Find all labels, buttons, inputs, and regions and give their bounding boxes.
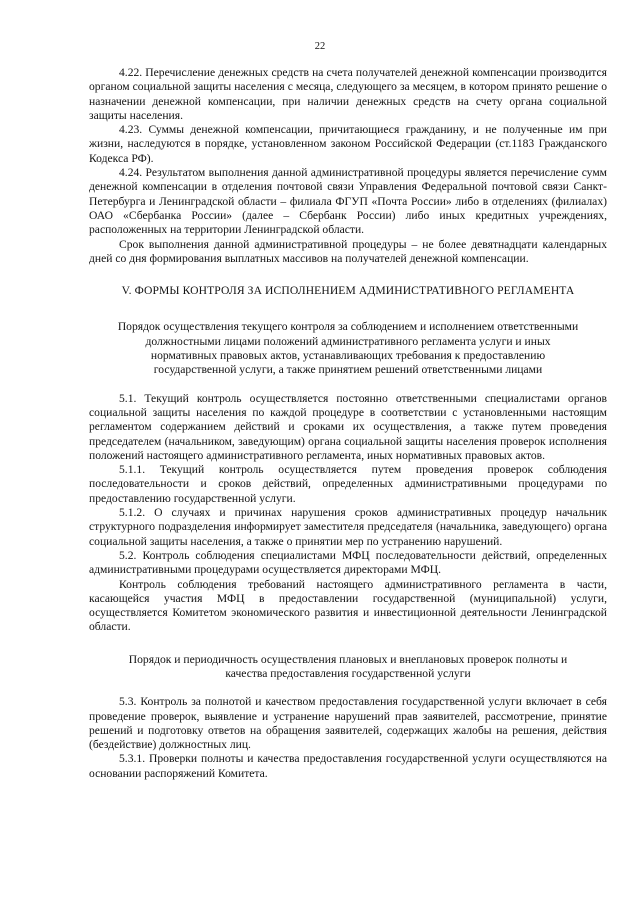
spacer bbox=[89, 681, 607, 695]
paragraph-deadline: Срок выполнения данной административной процедуры – не более девятнадцати календарных дней со дня формирования выплатных массивов на получателей денежной компенсации. bbox=[89, 237, 607, 265]
paragraph-5-2: 5.2. Контроль соблюдения специалистами МФЦ последовательности действий, определенных административными процедурами осуществляется директорами МФЦ. bbox=[89, 548, 607, 577]
spacer bbox=[89, 378, 607, 392]
paragraph-4-24: 4.24. Результатом выполнения данной административной процедуры является перечисление сумм денежной компенсации в отделения почтовой связи Управления Федеральной почтовой связи Санкт-Петербурга и Ленинградской области – филиала ФГУП «Почта России» либо в отделениях (филиалах) ОАО «Сбербанка России» (далее – Сбербанк России) либо иных кредитных учреждениях, расположенных на территории Ленинградской области. bbox=[89, 166, 607, 237]
section-title: V. ФОРМЫ КОНТРОЛЯ ЗА ИСПОЛНЕНИЕМ АДМИНИСТРАТИВНОГО РЕГЛАМЕНТА bbox=[121, 284, 575, 298]
paragraph-5-3: 5.3. Контроль за полнотой и качеством предоставления государственной услуги включает в себя проведение проверок, выявление и устранение нарушений прав заявителей, рассмотрение, принятие решений и подготовку ответов на обращения заявителей, содержащих жалобы на решения, действия (бездействие) должностных лиц. bbox=[89, 695, 607, 752]
spacer bbox=[89, 266, 607, 284]
page-number: 22 bbox=[314, 41, 326, 52]
subsection-title-current-control: Порядок осуществления текущего контроля за соблюдением и исполнением ответственными должностными лицами положений административного регламента услуги и иных нормативных правовых актов, устанавливающих требования к предоставлению государственной услуги, а также принятием решений ответственными лицами bbox=[117, 320, 579, 377]
paragraph-5-3-1: 5.3.1. Проверки полноты и качества предоставления государственной услуги осуществляются на основании распоряжений Комитета. bbox=[89, 752, 607, 780]
paragraph-5-1: 5.1. Текущий контроль осуществляется постоянно ответственными специалистами органов социальной защиты населения по каждой процедуре в соответствии с установленными настоящим регламентом содержанием действий и сроками их осуществления, а также путем проведения председателем (начальником, заведующим) органа социальной защиты населения проверок исполнения положений настоящего административного регламента, иных нормативных правовых актов. bbox=[89, 391, 607, 462]
spacer bbox=[89, 635, 607, 653]
paragraph-5-1-2: 5.1.2. О случаях и причинах нарушения сроков административных процедур начальник структурного подразделения информирует заместителя председателя (начальника, заведующего) органа социальной защиты населения, а также о принятии мер по устранению нарушений. bbox=[89, 506, 607, 548]
paragraph-mfc-control: Контроль соблюдения требований настоящего административного регламента в части, касающейся участия МФЦ в предоставлении государственной (муниципальной) услуги, осуществляется Комитетом экономического развития и инвестиционной деятельности Ленинградской области. bbox=[89, 577, 607, 634]
subsection-title-inspections: Порядок и периодичность осуществления плановых и внеплановых проверок полноты и качества предоставления государственной услуги bbox=[128, 652, 568, 680]
document-body bbox=[89, 66, 607, 781]
paragraph-4-22: 4.22. Перечисление денежных средств на счета получателей денежной компенсации производится органом социальной защиты населения с месяца, следующего за месяцем, в котором принято решение о назначении денежной компенсации, при наличии денежных средств на счету органа социальной защиты населения. bbox=[89, 66, 607, 122]
paragraph-5-1-1: 5.1.1. Текущий контроль осуществляется путем проведения проверок соблюдения последовательности и сроков действий, определенных административными процедурами по предоставлению государственной услуги. bbox=[89, 463, 607, 505]
paragraph-4-23: 4.23. Суммы денежной компенсации, причитающиеся гражданину, и не полученные им при жизни, наследуются в порядке, установленном законом Российской Федерации (ст.1183 Гражданского Кодекса РФ). bbox=[89, 123, 607, 165]
